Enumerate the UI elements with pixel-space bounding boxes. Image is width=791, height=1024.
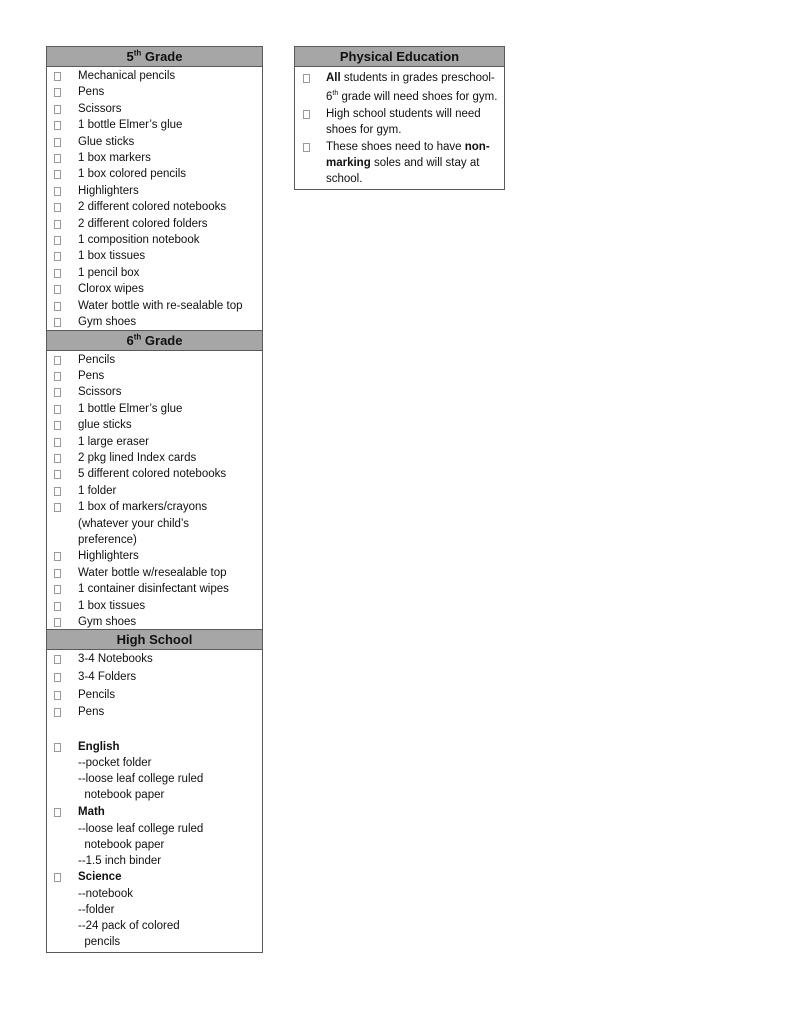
list-item	[47, 450, 262, 466]
list-item	[47, 368, 262, 384]
list-item	[47, 68, 262, 84]
checkbox[interactable]	[54, 285, 61, 294]
sub-line	[47, 788, 262, 804]
item-text: Scissors	[78, 386, 122, 399]
item-text: Mechanical pencils	[78, 70, 176, 82]
checkbox[interactable]	[54, 569, 61, 578]
list-item	[47, 281, 262, 297]
item-text: (whatever your child’s	[78, 517, 190, 530]
sub-line	[47, 903, 262, 919]
checkbox[interactable]	[54, 236, 61, 245]
list-item	[47, 614, 262, 630]
checkbox[interactable]	[54, 438, 61, 447]
item-text: 3-4 Notebooks	[78, 653, 153, 666]
grade6-header: 6th Grade	[47, 330, 262, 351]
item-text: --24 pack of colored	[78, 919, 180, 932]
list-item	[47, 101, 262, 117]
item-text: 2 pkg lined Index cards	[78, 451, 197, 464]
item-text: 1 folder	[78, 484, 117, 497]
item-text: 1 bottle Elmer’s glue	[78, 119, 183, 132]
item-text: 1 box tissues	[78, 599, 146, 612]
science-item: Science	[47, 869, 262, 887]
item-text: 3-4 Folders	[78, 671, 137, 683]
checkbox[interactable]	[54, 487, 61, 496]
list-item	[47, 417, 262, 433]
item-text: pencils	[78, 935, 121, 948]
list-item	[47, 314, 262, 330]
checkbox[interactable]	[54, 138, 61, 147]
item-text: 1 composition notebook	[78, 234, 200, 247]
item-text: Pens	[78, 86, 105, 99]
item-text: Scissors	[78, 102, 122, 115]
pe-panel	[294, 46, 505, 190]
item-text: Highlighters	[78, 550, 139, 563]
checkbox[interactable]	[54, 252, 61, 261]
checkbox[interactable]	[54, 203, 61, 212]
grade6-list	[47, 351, 262, 631]
list-item	[47, 687, 262, 705]
item-text: Gym shoes	[78, 616, 137, 628]
pe-header: Physical Education	[295, 47, 504, 67]
checkbox[interactable]	[54, 187, 61, 196]
item-text: glue sticks	[78, 419, 132, 432]
item-text: notebook paper	[78, 838, 165, 851]
item-text: --1.5 inch binder	[78, 854, 162, 867]
list-item	[47, 466, 262, 482]
item-text: Pencils	[78, 353, 116, 366]
checkbox[interactable]	[54, 72, 61, 81]
checkbox[interactable]	[54, 618, 61, 627]
checkbox[interactable]	[54, 743, 61, 752]
checkbox[interactable]	[54, 873, 61, 882]
grade5-list	[47, 67, 262, 331]
item-text: Pens	[78, 706, 105, 719]
checkbox[interactable]	[54, 691, 61, 700]
checkbox[interactable]	[54, 708, 61, 717]
list-item	[47, 352, 262, 368]
checkbox[interactable]	[54, 356, 61, 365]
list-item	[47, 216, 262, 232]
checkbox[interactable]	[54, 388, 61, 397]
checkbox[interactable]	[54, 552, 61, 561]
checkbox[interactable]	[54, 673, 61, 682]
item-text: Pencils	[78, 688, 116, 701]
item-text: 1 box markers	[78, 152, 151, 165]
math-item: Math	[47, 804, 262, 822]
list-item	[47, 532, 262, 548]
item-text: 1 box of markers/crayons	[78, 501, 208, 514]
item-text: 5 different colored notebooks	[78, 468, 227, 481]
list-item	[47, 483, 262, 499]
highschool-list	[47, 650, 262, 951]
sub-line	[47, 822, 262, 838]
list-item	[47, 150, 262, 166]
checkbox[interactable]	[54, 318, 61, 327]
item-text: 2 different colored folders	[78, 217, 208, 230]
list-item	[47, 232, 262, 248]
list-item	[47, 704, 262, 722]
item-text: preference)	[78, 533, 137, 546]
checkbox[interactable]	[54, 170, 61, 179]
list-item	[47, 548, 262, 564]
list-item	[47, 581, 262, 597]
sub-line	[47, 919, 262, 935]
checkbox[interactable]	[54, 808, 61, 817]
checkbox[interactable]	[54, 372, 61, 381]
item-text: Pens	[78, 369, 105, 382]
list-item	[47, 199, 262, 215]
checkbox[interactable]	[54, 503, 61, 512]
list-item	[47, 117, 262, 133]
checkbox[interactable]	[303, 74, 310, 83]
list-item	[47, 248, 262, 264]
list-item	[47, 384, 262, 400]
sub-line	[47, 772, 262, 788]
list-item	[47, 516, 262, 532]
checkbox[interactable]	[54, 302, 61, 311]
list-item	[47, 265, 262, 281]
sub-line	[47, 887, 262, 903]
checkbox[interactable]	[54, 470, 61, 479]
item-text: Gym shoes	[78, 316, 137, 329]
sub-line	[47, 838, 262, 854]
list-item	[47, 651, 262, 669]
checkbox[interactable]	[54, 602, 61, 611]
english-item: English	[47, 739, 262, 757]
checkbox[interactable]	[54, 269, 61, 278]
sub-line	[47, 935, 262, 951]
item-text: Water bottle with re-sealable top	[78, 299, 243, 312]
checkbox[interactable]	[54, 585, 61, 594]
checkbox[interactable]	[54, 154, 61, 163]
item-text: --folder	[78, 903, 115, 916]
checkbox[interactable]	[54, 405, 61, 414]
checkbox[interactable]	[54, 454, 61, 463]
item-text: --loose leaf college ruled	[78, 773, 204, 786]
checkbox[interactable]	[303, 110, 310, 119]
checkbox[interactable]	[54, 421, 61, 430]
sub-line	[47, 756, 262, 772]
item-text: 1 bottle Elmer’s glue	[78, 402, 183, 415]
item-text: --notebook	[78, 888, 133, 900]
highschool-header: High School	[47, 629, 262, 650]
item-text: Highlighters	[78, 184, 139, 197]
checkbox[interactable]	[54, 655, 61, 664]
list-item	[47, 84, 262, 100]
item-text: 2 different colored notebooks	[78, 201, 227, 214]
list-item	[47, 166, 262, 182]
checkbox[interactable]	[54, 220, 61, 229]
pe-item: All students in grades preschool-6th grade will need shoes for gym.	[295, 70, 504, 105]
list-item	[47, 434, 262, 450]
list-item	[47, 298, 262, 314]
pe-item: High school students will need shoes for gym.	[295, 106, 504, 138]
pe-item: These shoes need to have non-marking soles and will stay at school.	[295, 139, 504, 187]
item-text: 1 large eraser	[78, 435, 149, 448]
checkbox[interactable]	[303, 143, 310, 152]
checkbox[interactable]	[54, 121, 61, 130]
list-item	[47, 134, 262, 150]
school-supply-list	[46, 46, 263, 953]
item-text: 1 box colored pencils	[78, 168, 187, 181]
item-text: --loose leaf college ruled	[78, 822, 204, 835]
item-text: 1 container disinfectant wipes	[78, 583, 229, 596]
item-text: --pocket folder	[78, 757, 152, 770]
checkbox[interactable]	[54, 105, 61, 114]
list-item	[47, 598, 262, 614]
item-text: 1 box tissues	[78, 250, 146, 263]
item-text: Clorox wipes	[78, 283, 144, 296]
item-text: Water bottle w/resealable top	[78, 566, 227, 579]
list-item	[47, 565, 262, 581]
checkbox[interactable]	[54, 88, 61, 97]
sub-line	[47, 854, 262, 870]
list-item	[47, 401, 262, 417]
grade5-header: 5th Grade	[47, 47, 262, 67]
item-text: notebook paper	[78, 789, 165, 802]
item-text: Glue sticks	[78, 135, 135, 148]
list-item	[47, 183, 262, 199]
item-text: 1 pencil box	[78, 266, 140, 279]
list-item	[47, 499, 262, 515]
list-item	[47, 669, 262, 687]
